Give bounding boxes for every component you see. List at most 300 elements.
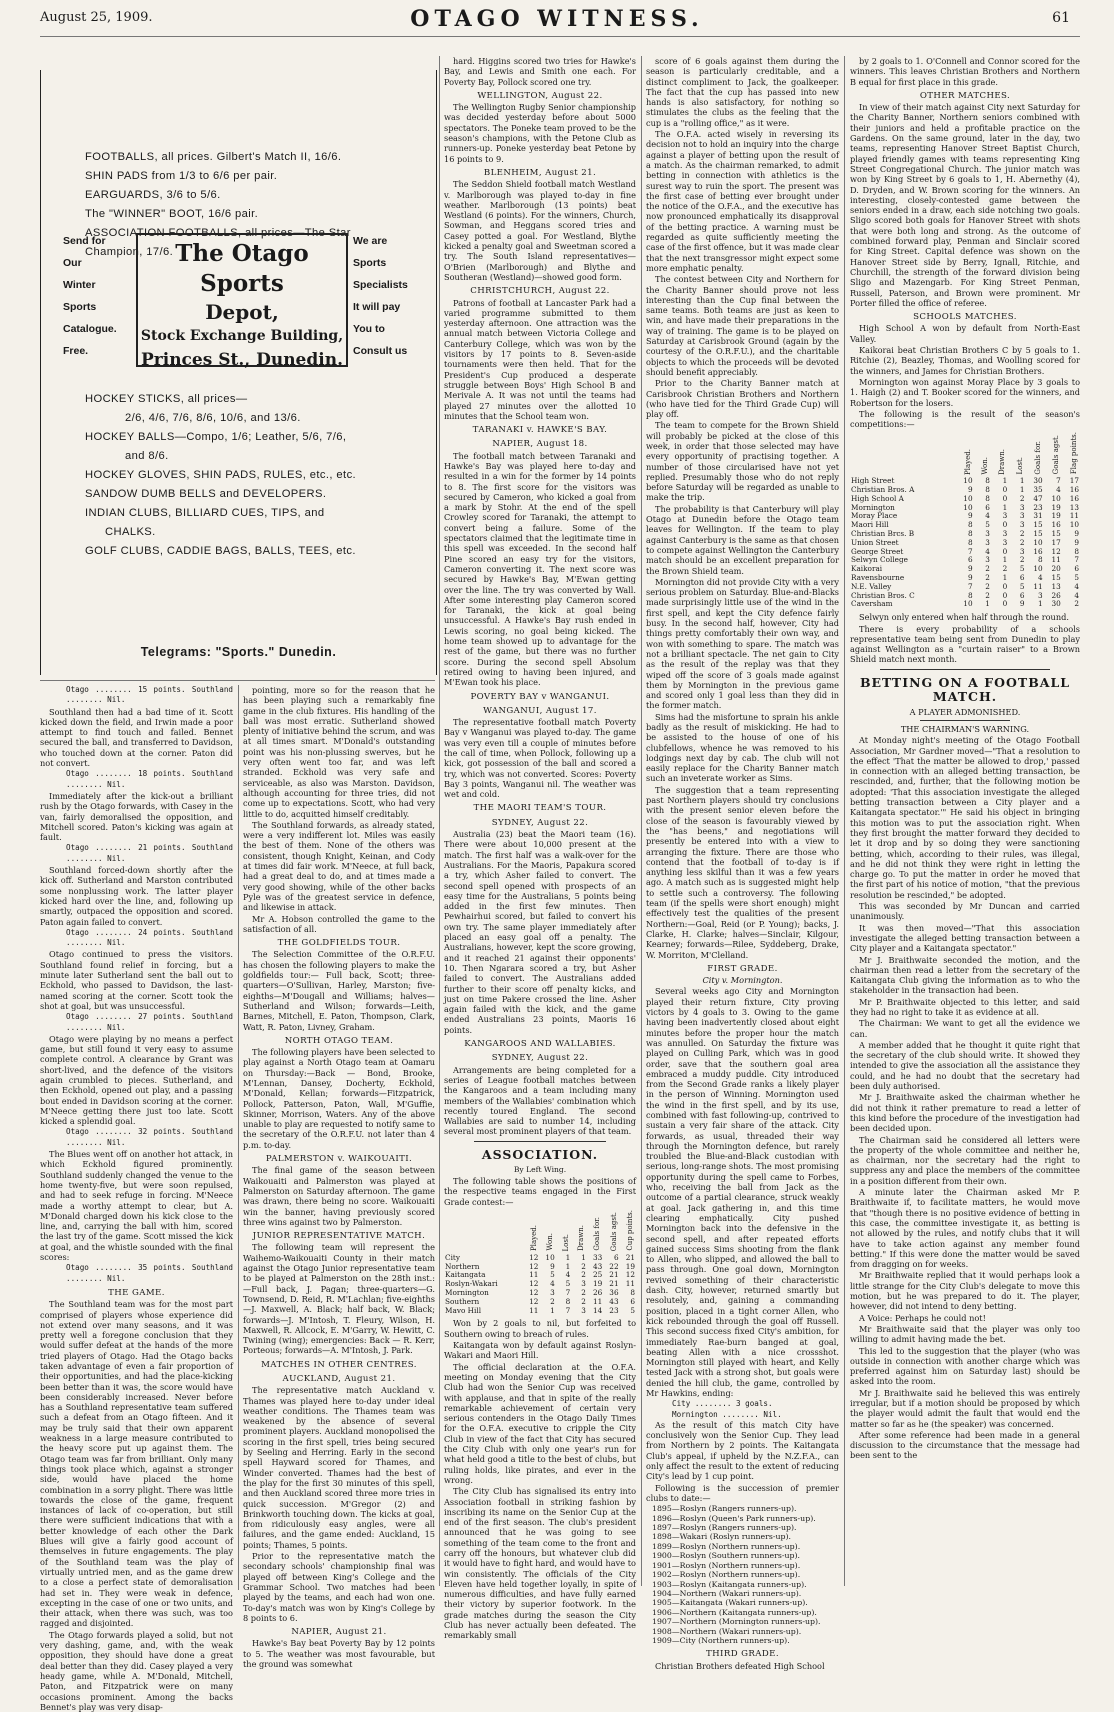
table-cell: 14 xyxy=(592,1305,603,1315)
table-cell: 21 xyxy=(609,1279,619,1289)
article-paragraph: Mr A. Hobson controlled the game to the satisfaction of all. xyxy=(243,913,435,934)
table-cell: 4 xyxy=(985,546,990,556)
article-paragraph: High School A won by default from North-East Valley. xyxy=(850,323,1080,344)
column-header xyxy=(620,1210,636,1254)
article-paragraph: Otago were playing by no means a perfect game, but still found it very easy to assume complete control. A clearance by Grant was short-lived, and the defence of the visitors again crumbled to pieces. Sutherland, and then Eckhold, opened out play, and a passing bout ended in Davidson scoring at the corner. M'Neece getting there just too late. Scott kicked a splendid goal. xyxy=(40,1033,233,1127)
table-cell: 15 xyxy=(1051,573,1061,583)
first-grade-report xyxy=(646,986,839,1398)
table-cell: Mavo Hill xyxy=(445,1305,482,1315)
premier-club-entry: 1899—Roslyn (Northern runners-up). xyxy=(652,1541,801,1551)
article-paragraph: It was then moved—"That this association investigate the alleged betting transaction between a City player and a Kaitangata spectator." xyxy=(850,922,1080,954)
page-number: 61 xyxy=(1052,10,1070,26)
subsection-heading: THE GAME. xyxy=(108,1287,165,1298)
article-paragraph: The following is the result of the season's competitions:— xyxy=(850,408,1080,430)
table-cell: 35 xyxy=(1033,485,1043,495)
header-rule xyxy=(40,36,1080,37)
schools-matches-text xyxy=(850,323,1080,429)
table-cell: 2 xyxy=(985,573,990,583)
table-cell: 3 xyxy=(581,1305,586,1315)
schools-table xyxy=(850,432,1080,609)
page-header xyxy=(0,6,1114,34)
table-cell: 20 xyxy=(1051,564,1061,574)
ad-telegrams: Telegrams: "Sports." Dunedin. xyxy=(140,645,337,659)
table-cell: 12 xyxy=(1051,546,1061,556)
premier-club-entry: 1898—Wakari (Roslyn runners-up). xyxy=(652,1532,792,1542)
ad-slogan-word: Our xyxy=(63,257,82,269)
table-cell: Ravensbourne xyxy=(851,573,905,583)
ad-right-slogan xyxy=(353,230,409,362)
table-cell: 15 xyxy=(1033,529,1043,539)
article-paragraph: Mr J. Braithwaite asked the chairman whether he did not think it rather premature to read a letter of this kind before the procedure of the investigation had been decided upon. xyxy=(850,1092,1080,1134)
table-cell: Christian Bros. C xyxy=(851,590,915,600)
table-cell: 4 xyxy=(1074,581,1079,591)
ad-line: and 8/6. xyxy=(125,450,169,462)
table-cell: 10 xyxy=(963,493,973,503)
article-paragraph: Mornington won against Moray Place by 3 goals to 1. Haigh (2) and T. Booker scored for the winners, and Robertson for the losers. xyxy=(850,376,1080,408)
article-paragraph: The Blues went off on another hot attack, in which Eckhold figured prominently. Southland suddenly changed the venue to the home twenty-five, but were soon repulsed, and had to seek refuge in forcing. M'Neece made a worthy attempt to clear, but A. M'Donald charged down his kick close to the line, and, carrying the ball with him, scored the last try of the game. Scott missed the kick at goal, and the whistle sounded with the final scores: xyxy=(40,1149,233,1263)
subsection-heading: WANGANUI, August 17. xyxy=(483,705,597,716)
other-matches-heading: OTHER MATCHES. xyxy=(919,90,1011,101)
ad-line: HOCKEY BALLS—Compo, 1/6; Leather, 5/6, 7/6, xyxy=(85,431,347,443)
column-header xyxy=(523,1210,539,1254)
table-cell: High School A xyxy=(851,493,904,503)
table-cell: 26 xyxy=(1051,590,1061,600)
table-cell: 1 xyxy=(1019,476,1025,486)
table-cell: 10 xyxy=(963,599,973,609)
article-paragraph: A Voice: Perhaps he could not! xyxy=(859,1312,986,1323)
article-paragraph: The representative football match Poverty Bay v Wanganui was played to-day. The game was very even till a couple of minutes before the call of time, when Pollock, following up a kick, got possession of the ball and scored a try, which was not converted. Scores: Poverty Bay 3 points, Wanganui nil. The weather was wet and cold. xyxy=(444,717,636,800)
table-cell: 30 xyxy=(1051,599,1061,609)
table-cell: 11 xyxy=(625,1279,635,1289)
table-header xyxy=(850,432,1080,477)
article-paragraph: Patrons of football at Lancaster Park had a varied programme submitted to them yesterday afternoon. One attraction was the annual match between Victoria College and Canterbury College, which was won by the visitors by 17 points to 8. Seven-aside tournaments were then held. That for the President's Cup produced a desperate struggle between Boys' High School B and Merivale A. It was not until the teams had played 27 minutes over the allotted 10 minutes that the School team won. xyxy=(444,297,636,421)
table-cell: 16 xyxy=(1033,546,1043,556)
table-cell: 5 xyxy=(550,1270,555,1280)
table-cell: 25 xyxy=(592,1270,603,1280)
association-text xyxy=(444,1318,636,1640)
table-cell: City xyxy=(445,1252,460,1262)
table-cell: Maori Hill xyxy=(851,520,889,530)
ad-slogan-word: Catalogue. xyxy=(63,323,117,335)
article-paragraph: After some reference had been made in a general discussion to the circumstance that the message had been sent to the xyxy=(850,1429,1080,1461)
article-paragraph: Otago ........ 24 points. Southland ........ Nil. xyxy=(66,927,233,948)
masthead-title: OTAGO WITNESS. xyxy=(410,6,704,32)
table-cell: 8 xyxy=(967,537,973,547)
article-paragraph: The Chairman said he considered all letters were the property of the whole committee and neither he, as chairman, nor the secretary had the right to suppress any and place the members of the committee in a position different from their own. xyxy=(850,1134,1080,1186)
table-cell: 4 xyxy=(550,1279,555,1289)
table-cell: 8 xyxy=(985,485,990,495)
article-paragraph: This led to the suggestion that the player (who was outside in connection with another charge which was preferred against him on Saturday last) should be asked into the room. xyxy=(850,1345,1080,1387)
table-cell: 6 xyxy=(1019,573,1025,583)
table-header xyxy=(444,1210,636,1254)
table-cell: 5 xyxy=(985,520,990,530)
table-cell: Mornington xyxy=(445,1288,489,1298)
premier-club-entry: 1903—Roslyn (Kaitangata runners-up). xyxy=(652,1579,807,1589)
article-paragraph: The official declaration at the O.F.A. meeting on Monday evening that the City Club had won the Senior Cup was received with applause, and that in spite of the really remarkable achievement of certain very serious contenders in the Otago Daily Times for the O.F.A. executive to cripple the City Club in view of the fact that City has secured the City Club with only one year's run for what held good a title to the best of clubs, but ruling holds, like pirates, and ever in the wrong. xyxy=(444,1361,636,1485)
article-paragraph: Prior to the representative match the secondary schools' championship final was played off between King's College and the Grammar School. Two matches had been played by the teams, and each had won one. To-day's match was won by King's College by 8 points to 6. xyxy=(243,1551,435,1623)
table-corner xyxy=(444,1210,523,1254)
subsection-heading: WELLINGTON, August 22. xyxy=(477,90,603,101)
premier-club-entry: 1906—Northern (Kaitangata runners-up). xyxy=(652,1607,817,1617)
ad-slogan-word: Sports xyxy=(353,257,387,269)
table-cell: 4 xyxy=(1074,590,1079,600)
sports-depot-advertisement xyxy=(40,70,437,675)
article-paragraph: Otago ........ 32 points. Southland ........ Nil. xyxy=(66,1127,233,1147)
table-cell: 3 xyxy=(1019,520,1025,530)
article-paragraph: Christian Brothers defeated High School xyxy=(655,1660,825,1671)
table-cell: 4 xyxy=(565,1270,571,1280)
subsection-heading: THE GOLDFIELDS TOUR. xyxy=(277,938,401,949)
premier-club-entry: 1905—Kaitangata (Wakari runners-up). xyxy=(652,1598,808,1608)
section-rule xyxy=(880,669,1050,670)
table-cell: 1 xyxy=(581,1252,586,1262)
table-cell: 8 xyxy=(985,493,990,503)
article-paragraph: A minute later the Chairman asked Mr P. Braithwaite if, to facilitate matters, he would move that "though there is no positive evidence of betting in this case, the committee investigate it, as betting is not allowed by the rules, and notify clubs that it will have to take action against any member found betting." If this were done the matter would be saved from dragging on for weeks. xyxy=(850,1187,1080,1270)
table-cell: 3 xyxy=(1002,511,1008,521)
table-cell: 16 xyxy=(1069,493,1079,503)
subsection-heading: NAPIER, August 21. xyxy=(291,1627,387,1638)
column-header-label: Played. xyxy=(529,1225,538,1252)
table-cell: Selwyn College xyxy=(851,555,908,565)
column-header xyxy=(556,1210,572,1254)
table-cell: 0 xyxy=(1002,599,1008,609)
article-paragraph: The Chairman: We want to get all the evidence we can. xyxy=(850,1018,1080,1039)
column-header xyxy=(1008,432,1025,477)
article-paragraph: The Otago forwards played a solid, but not very dashing, game, and, with the weak opposition, they should have done a great deal better than they did. Casey played a very heady game, while A. M'Donald, Mitchell, Paton, and Fitzpatrick were on many occasions prominent. Among the backs Bennet's play was very disap- xyxy=(40,1629,233,1712)
table-cell: 26 xyxy=(592,1288,603,1298)
ad-line: CHALKS. xyxy=(105,526,156,538)
table-cell: 2 xyxy=(985,590,990,600)
table-cell: 33 xyxy=(592,1252,603,1262)
table-cell: Caversham xyxy=(851,599,893,609)
table-cell: 9 xyxy=(967,573,973,583)
table-cell: 7 xyxy=(1074,555,1079,565)
premier-club-entry: 1902—Roslyn (Northern runners-up). xyxy=(652,1570,801,1580)
table-cell: 2 xyxy=(581,1270,586,1280)
article-paragraph: Selwyn only entered when half through the round. xyxy=(859,612,1069,623)
article-paragraph: Kaitangata won by default against Roslyn-Wakari and Maori Hill. xyxy=(444,1340,636,1361)
article-paragraph: Otago ........ 27 points. Southland ........ Nil. xyxy=(66,1012,233,1032)
table-cell: 2 xyxy=(1019,537,1025,547)
column-2-rugby-notes xyxy=(243,685,435,1670)
table-cell: 4 xyxy=(1056,485,1061,495)
column-header-label: Lost. xyxy=(1015,456,1024,475)
table-cell: Kaitangata xyxy=(445,1270,486,1280)
table-cell: 2 xyxy=(1002,564,1008,574)
article-paragraph: Immediately after the kick-out a brilliant rush by the Otago forwards, with Casey in the van, fairly demoralised the opposition, and Mitchell scored. Paton's kicking was again at fault. xyxy=(40,790,233,843)
article-paragraph: Mr J. Braithwaite said he believed this was entirely irregular, but if a motion should be proposed by which the player would admit the fault that would end the matter so far as he (the speaker) was concerned. xyxy=(850,1387,1080,1429)
column-header-label: Goals agst. xyxy=(1052,435,1061,475)
table-cell: 11 xyxy=(1069,511,1079,521)
article-paragraph: Otago ........ 18 points. Southland ........ Nil. xyxy=(66,769,233,789)
table-cell: 1 xyxy=(1019,485,1025,495)
article-paragraph: The final game of the season between Waikouaiti and Palmerston was played at Palmerston on Saturday afternoon. The game was drawn, there being no score. Waikouaiti win the banner, having previously scored three wins against two by Palmerston. xyxy=(243,1165,435,1227)
table-cell: 9 xyxy=(1074,537,1079,547)
table-cell: 3 xyxy=(1038,590,1043,600)
table-cell: 6 xyxy=(985,502,990,512)
article-paragraph: The Wellington Rugby Senior championship was decided yesterday before about 5000 spectators. The Poneke team proved to be the season's champions, with the Petone Club as runners-up. Poneke yesterday beat Petone by 16 points to 9. xyxy=(444,102,636,164)
ad-line: SHIN PADS from 1/3 to 6/6 per pair. xyxy=(85,170,278,182)
column-4 xyxy=(646,56,839,1671)
article-paragraph: Mr P. Braithwaite objected to this letter, and said they had no right to take it as evidence at all. xyxy=(850,996,1080,1017)
article-paragraph: In view of their match against City next Saturday for the Charity Banner, Northern seniors combined with their juniors and held a profitable practice on the Gardens. On the same ground, later in the day, two teams, representing Hanover Street Baptist Church, played friendly games with teams representing King Street Congregational Church. The junior match was won by King Street by 6 goals to 1, H. Abernethy (4), D. Dryden, and W. Brown scoring for the winners. An interesting, closely-contested game between the seniors ended in a draw, each side notching two goals. Sligo scored both goals for Hanover Street with shots that were both long and strong. As the outcome of combined forward play, Penman and Sinclair scored for King Street. Capital defence was shown on the Hanover Street side by Berry, Ignall, Ritchie, and Churchill, the strength of the forward division being Sligo and Mazengarb. For King Street Penman, Russell, Paterson, and Brown were prominent. Mr Porter filled the office of referee. xyxy=(850,102,1080,308)
table-cell: 9 xyxy=(967,564,973,574)
subsection-heading: KANGAROOS AND WALLABIES. xyxy=(464,1039,616,1050)
premier-club-entry: 1897—Roslyn (Rangers runners-up). xyxy=(652,1523,797,1533)
article-paragraph: pointing, more so for the reason that he has been playing such a remarkably fine game in the club fixtures. His handling of the ball was most erratic. Sutherland showed plenty of initiative behind the scrum, and was at all times smart. M'Donald's outstanding point was his non-plussing swerves, but he very often went too far, and was left stranded. Eckhold was very safe and serviceable, as also was Marston. Davidson, although accounting for three tries, did not come up to expectations. Scott, who had very little to do, acquitted himself creditably. xyxy=(243,685,435,819)
column-header-label: Goals for. xyxy=(1033,440,1042,475)
article-paragraph: Otago ........ 35 points. Southland ........ Nil. xyxy=(66,1263,233,1283)
table-cell: 3 xyxy=(985,555,990,565)
premier-club-entry: 1900—Roslyn (Southern runners-up). xyxy=(652,1551,800,1561)
table-cell: 8 xyxy=(565,1296,571,1306)
article-paragraph: hard. Higgins scored two tries for Hawke's Bay, and Lewis and Smith one each. For Poverty Bay, Pollock scored one try. xyxy=(444,56,636,87)
premier-club-entry: 1908—Northern (Wakari runners-up). xyxy=(652,1626,802,1636)
table-cell: 19 xyxy=(592,1279,603,1289)
article-paragraph: The following players have been selected to play against a North Otago team at Oamaru on Thursday:—Back — Bond, Brooke, M'Lennan, Dansey, Docherty, Eckhold, M'Donald, Kellan; forwards—Fitzpatrick, Pollock, Patterson, Paton, Wall, M'Guffie, Skinner, Morrison, Waters. Any of the above unable to play are requested to notify same to the secretary of the O.R.F.U. not later than 4 p.m. to-day. xyxy=(243,1047,435,1150)
column-header xyxy=(1062,432,1080,477)
article-paragraph: As the result of this match City have conclusively won the Senior Cup. They lead from Northern by 2 points. The Kaitangata Club's appeal, if upheld by the N.Z.F.A., can only affect the result to the extent of reducing City's lead by 1 cup point. xyxy=(646,1419,839,1482)
column-rule xyxy=(641,56,642,1586)
table-cell: 31 xyxy=(1033,511,1043,521)
table-cell: 8 xyxy=(630,1288,635,1298)
ad-line: SANDOW DUMB BELLS and DEVELOPERS. xyxy=(85,488,327,500)
article-paragraph: Otago continued to press the visitors. Southland found relief in forcing, but a minute later Sutherland sent the ball out to Eckhold, who passed to Davidson, the last-named scoring at the corner. Scott took the shot at goal, but was unsuccessful. xyxy=(40,949,233,1011)
column-1-rugby-report xyxy=(40,685,233,1712)
ad-line: Champion, 17/6. xyxy=(85,246,174,258)
article-paragraph: The contest between City and Northern for the Charity Banner should prove not less interesting than the Cup final between the same teams. Both teams are just as keen to win, and have made their preparations in the way of training. The game is to be played on Saturday at Carisbrook Ground (again by the courtesy of the O.R.F.U.), and the charitable objects to which the proceeds will be devoted should benefit appreciably. xyxy=(646,274,839,377)
column-header-label: Cup points. xyxy=(626,1210,635,1252)
table-cell: 2 xyxy=(581,1296,586,1306)
table-cell: 47 xyxy=(1033,493,1043,503)
table-cell: 3 xyxy=(550,1288,555,1298)
article-paragraph: Mr Braithwaite replied that it would perhaps look a little strange for the City Club's delegate to move this motion, but he was prepared to do it. The player, however, did not intend to deny betting. xyxy=(850,1270,1080,1312)
table-cell: 7 xyxy=(967,546,973,556)
table-cell: 9 xyxy=(550,1261,555,1271)
column-header-label: Drawn. xyxy=(998,448,1007,475)
table-cell: 5 xyxy=(1019,581,1025,591)
table-cell: 7 xyxy=(565,1288,571,1298)
table-cell: 11 xyxy=(1051,555,1061,565)
score-line: Mornington ........ Nil. xyxy=(672,1409,782,1419)
table-cell: Mornington xyxy=(851,502,895,512)
premier-club-entry: 1909—City (Northern runners-up). xyxy=(652,1635,790,1645)
table-row xyxy=(850,556,1080,565)
column-header xyxy=(955,432,973,477)
table-cell: 1 xyxy=(565,1252,571,1262)
table-cell: 3 xyxy=(1019,502,1025,512)
table-cell: 0 xyxy=(1002,485,1008,495)
table-cell: 16 xyxy=(1069,485,1079,495)
table-cell: Moray Place xyxy=(851,511,898,521)
table-cell: 3 xyxy=(1019,546,1025,556)
table-cell: 43 xyxy=(592,1261,603,1271)
ad-line: The "WINNER" BOOT, 16/6 pair. xyxy=(85,208,259,220)
article-paragraph: The Seddon Shield football match Westland v. Marlborough was played to-day in fine weather. Marlborough (13 points) beat Westland (6 points). For the winners, Church, Sowman, and Heggans scored tries and Casey potted a goal. For Westland, Blythe kicked a penalty goal and Sweetman scored a try. The South Island representatives—O'Brien (Marlborough) and Blythe and Southeran (Westland)—showed good form. xyxy=(444,179,636,282)
article-paragraph: Following is the succession of premier clubs to date:— xyxy=(646,1482,839,1503)
table-cell: Southern xyxy=(445,1296,480,1306)
table-cell: Christian Brcs. B xyxy=(851,529,915,539)
table-row xyxy=(444,1307,636,1316)
ad-name-box xyxy=(136,233,348,370)
table-cell: 3 xyxy=(985,529,990,539)
third-grade-continued xyxy=(850,56,1080,87)
first-grade-table xyxy=(444,1210,636,1316)
premier-clubs-list xyxy=(646,1504,839,1645)
table-cell: 36 xyxy=(609,1288,619,1298)
article-paragraph: by 2 goals to 1. O'Connell and Connor scored for the winners. This leaves Christian Brothers and Northern B equal for first place in this grade. xyxy=(850,56,1080,87)
column-header-label: Won. xyxy=(545,1233,554,1252)
table-cell: 3 xyxy=(1019,511,1025,521)
table-cell: 8 xyxy=(967,529,973,539)
article-paragraph: The Southland forwards, as already stated, were a very indifferent lot. Miles was easily the best of them. None of the others was consistent, though Knight, Keinan, and Cody at times did fair work. M'Neece, at full back, had a great deal to do, and at times made a very good showing, while of the other backs Pyle was of the greatest service in defence, and likewise in attack. xyxy=(243,819,435,913)
table-cell: 8 xyxy=(985,476,990,486)
column-header-label: Goals agst. xyxy=(609,1211,618,1252)
table-cell: 8 xyxy=(967,520,973,530)
section-rule xyxy=(920,720,1010,721)
article-paragraph: Australia (23) beat the Maori team (16). There were about 10,000 present at the match. The first half was a walk-over for the Australians. For the Maoris, Papakura scored a try, which Asher failed to convert. The second spell opened with prospects of an easy time for the Australians, 5 points being added in the first few minutes. Then Pewhairhui scored, but failed to convert his own try. The same player immediately after placed an easy goal off a penalty. The Australians, however, kept the score growing, and it reached 21 against their opponents' 10. Then Ngarara scored a try, but Asher failed to convert. The Australians added further to their score off penalty kicks, and just on time Pakere crossed the line. Asher again failed with the kick, and the game ended Australians 23 points, Maoris 16 points. xyxy=(444,829,636,1035)
table-cell: 11 xyxy=(592,1296,603,1306)
subsection-heading: PALMERSTON v. WAIKOUAITI. xyxy=(265,1154,413,1165)
table-cell: 6 xyxy=(613,1252,619,1262)
table-cell: 1 xyxy=(1002,555,1008,565)
table-cell: 2 xyxy=(1074,599,1079,609)
table-cell: 4 xyxy=(985,511,990,521)
table-cell: 2 xyxy=(985,581,990,591)
table-cell: 23 xyxy=(1033,502,1043,512)
table-cell: 13 xyxy=(1051,581,1061,591)
table-cell: 16 xyxy=(1051,520,1061,530)
premier-club-entry: 1901—Roslyn (Northern runners-up). xyxy=(652,1560,801,1570)
article-paragraph: Arrangements are being completed for a series of League football matches between the Kangaroos and a team including many members of the Wallabies' combination which recently toured England. The second Wallabies are said to number 14, including several most prominent players of that team. xyxy=(444,1064,636,1137)
table-cell: 6 xyxy=(630,1296,635,1306)
table-cell: 0 xyxy=(1002,581,1008,591)
table-cell: 2 xyxy=(1019,555,1025,565)
column-header xyxy=(603,1210,619,1254)
ad-slogan-word: Consult us xyxy=(353,345,408,357)
column-header-label: Goals for. xyxy=(593,1217,602,1252)
table-cell: 1 xyxy=(550,1305,555,1315)
article-paragraph: Kaikorai beat Christian Brothers C by 5 goals to 1. Ritchie (2), Beazley, Thomas, and Woolling scored for the winners, and James for Christian Brothers. xyxy=(850,345,1080,376)
article-paragraph: Southland then had a bad time of it. Scott kicked down the field, and Irwin made a poor attempt to find touch and failed. Bennet secured the ball, and transferred to Davidson, who touched down at the corner. Paton did not convert. xyxy=(40,706,233,769)
table-cell: 0 xyxy=(1002,493,1008,503)
table-cell: 12 xyxy=(625,1270,635,1280)
ad-slogan-word: Send for xyxy=(63,235,106,247)
article-paragraph: Mornington did not provide City with a very serious problem on Saturday. Blue-and-Blacks made surprisingly little use of the wind in the first spell, and kept the City defence fairly busy. In the second half, however, City had things pretty comfortably their own way, and won with something to spare. The match was not a brilliant spectacle. The net gain to City as the result of the replay was that they wiped off the score of 3 goals made against them by Mornington in the previous game and scored only 1 goal less than they did in the former match. xyxy=(646,576,839,711)
table-cell: 8 xyxy=(1038,555,1043,565)
column-5 xyxy=(850,56,1080,1590)
column-4-notes xyxy=(646,56,839,960)
article-paragraph: score of 6 goals against them during the season is particularly creditable, and a distinct compliment to Jack, the goalkeeper. The fact that the cup has passed into new hands is also satisfactory, for nothing so stimulates the clubs as the feeling that the cup is a "rolling office," as it were. xyxy=(646,56,839,128)
ad-line: EARGUARDS, 3/6 to 5/6. xyxy=(85,189,221,201)
table-cell: 10 xyxy=(1069,520,1079,530)
warning-subhead: THE CHAIRMAN'S WARNING. xyxy=(900,723,1030,734)
table-cell: 4 xyxy=(1038,573,1043,583)
table-cell: 43 xyxy=(609,1296,619,1306)
table-cell: 10 xyxy=(1033,564,1043,574)
column-rule xyxy=(844,56,845,1586)
article-paragraph: The following team will represent the Waihemo-Waikouaiti County in their match against the Otago Junior representative team to be played at Palmerston on the 28th inst.:—Full back, J. Pagan; three-quarters—G. Townsend, D. Reid, R. M'Lachlan; five-eighths—J. Maxwell, A. Black; half back, W. Black; forwards—J. M'Intosh, T. Fleury, Wilson, H. Maxwell, R. Allcock, E. M'Garry, W. Hewitt, C. Twining (wing); emergencies: Back — R. Kerr, Porteous; forwards—A. M'Intosh, J. Park. xyxy=(243,1242,435,1356)
ad-left-slogan xyxy=(63,230,119,362)
column-header-label: Drawn. xyxy=(577,1225,586,1252)
table-cell: High Street xyxy=(851,476,895,486)
betting-subhead: A PLAYER ADMONISHED. xyxy=(909,706,1021,717)
table-cell: 5 xyxy=(565,1279,571,1289)
ad-street: Princes St., Dunedin. xyxy=(141,350,343,370)
table-cell: 0 xyxy=(1002,590,1008,600)
table-cell: 22 xyxy=(609,1261,619,1271)
table-cell: 3 xyxy=(581,1279,586,1289)
schools-notes xyxy=(850,612,1080,664)
table-cell: 7 xyxy=(565,1305,571,1315)
article-paragraph: Otago ........ 15 points. Southland ........ Nil. xyxy=(66,685,233,705)
ad-slogan-word: Winter xyxy=(63,279,96,291)
table-cell: 6 xyxy=(1019,590,1025,600)
table-cell: 10 xyxy=(1033,537,1043,547)
table-cell: 10 xyxy=(963,502,973,512)
table-cell: 17 xyxy=(1051,537,1061,547)
table-cell: 10 xyxy=(963,476,973,486)
article-paragraph: Mr Braithwaite said that the player was only too willing to admit having made the bet. xyxy=(850,1323,1080,1345)
ad-slogan-word: Free. xyxy=(63,345,89,357)
column-header xyxy=(539,1210,555,1254)
column-header xyxy=(571,1210,587,1254)
table-cell: 0 xyxy=(1002,520,1008,530)
subsection-heading: SYDNEY, August 22. xyxy=(491,817,589,828)
table-cell: 9 xyxy=(1074,529,1079,539)
issue-date: August 25, 1909. xyxy=(40,10,153,25)
association-intro: The following table shows the positions of the respective teams engaged in the First Grade contest:— xyxy=(444,1175,636,1207)
subsection-heading: MATCHES IN OTHER CENTRES. xyxy=(261,1359,417,1370)
table-cell: 3 xyxy=(985,537,990,547)
table-cell: 19 xyxy=(1051,502,1061,512)
table-cell: 19 xyxy=(1051,511,1061,521)
table-cell: 5 xyxy=(630,1305,635,1315)
other-matches-text xyxy=(850,102,1080,308)
third-grade-heading: THIRD GRADE. xyxy=(706,1649,779,1660)
table-cell: Union Street xyxy=(851,537,899,547)
table-cell: George Street xyxy=(851,546,904,556)
table-cell: 7 xyxy=(1056,476,1061,486)
subsection-heading: POVERTY BAY v WANGANUI. xyxy=(470,691,610,702)
article-paragraph: The representative match Auckland v. Thames was played here to-day under ideal weather conditions. The Thames team was weakened by the absence of several prominent players. Auckland monopolised the scoring in the first spell, tries being secured by Seeling and Herring. Early in the second spell Hayward scored for Thames, and Winder converted. Thames had the best of the play for the first 30 minutes of this spell, and then Auckland scored three more tries in quick succession. M'Gregor (2) and Brinkworth touching down. The kicks at goal, from ridiculously easy angles, were all failures, and the game ended: Auckland, 15 points; Thames, 5 points. xyxy=(243,1385,435,1550)
subsection-heading: TARANAKI v. HAWKE'S BAY. xyxy=(472,425,608,436)
table-cell: 11 xyxy=(1033,581,1043,591)
association-byline: By Left Wing. xyxy=(513,1164,567,1174)
ad-line: ASSOCIATION FOOTBALLS, all prices—The Star xyxy=(85,227,351,239)
column-header xyxy=(587,1210,603,1254)
association-heading: ASSOCIATION. xyxy=(481,1146,599,1162)
table-cell: 2 xyxy=(1019,529,1025,539)
ad-line: GOLF CLUBS, CADDIE BAGS, BALLS, TEES, etc. xyxy=(85,545,356,557)
column-header xyxy=(991,432,1008,477)
ad-slogan-word: We are xyxy=(353,235,388,247)
table-cell: 21 xyxy=(625,1252,635,1262)
third-grade-text xyxy=(646,1661,839,1671)
column-3-rugby xyxy=(444,56,636,1137)
article-paragraph: The Selection Committee of the O.R.F.U. has chosen the following players to make the goldfields tour:— Full back, Scott; three-quarters—O'Sullivan, Harley, Marston; five-eighths—M'Dougall and Williams; halves—Sutherland and Wilson; forwards—Leith, Barnes, Mitchell, E. Paton, Thompson, Clark, Watt, R. Paton, Livney, Graham. xyxy=(243,949,435,1032)
article-paragraph: The team to compete for the Brown Shield will probably be picked at the close of this week, in order that those selected may have every opportunity of practising together. A number of those circularised have not yet replied. Presumably those who do not reply before Saturday will be regarded as unable to make the trip. xyxy=(646,420,839,503)
table-cell: 12 xyxy=(529,1261,539,1271)
ad-line: FOOTBALLS, all prices. Gilbert's Match II, 16/6. xyxy=(85,151,342,163)
ad-slogan-word: It will pay xyxy=(353,301,401,313)
ad-store-name-2: Depot, xyxy=(205,300,279,324)
section-rule xyxy=(474,1141,606,1142)
subsection-heading: JUNIOR REPRESENTATIVE MATCH. xyxy=(252,1231,426,1242)
table-cell: 12 xyxy=(529,1288,539,1298)
cup-result-text xyxy=(646,1420,839,1503)
table-cell: 9 xyxy=(967,511,973,521)
